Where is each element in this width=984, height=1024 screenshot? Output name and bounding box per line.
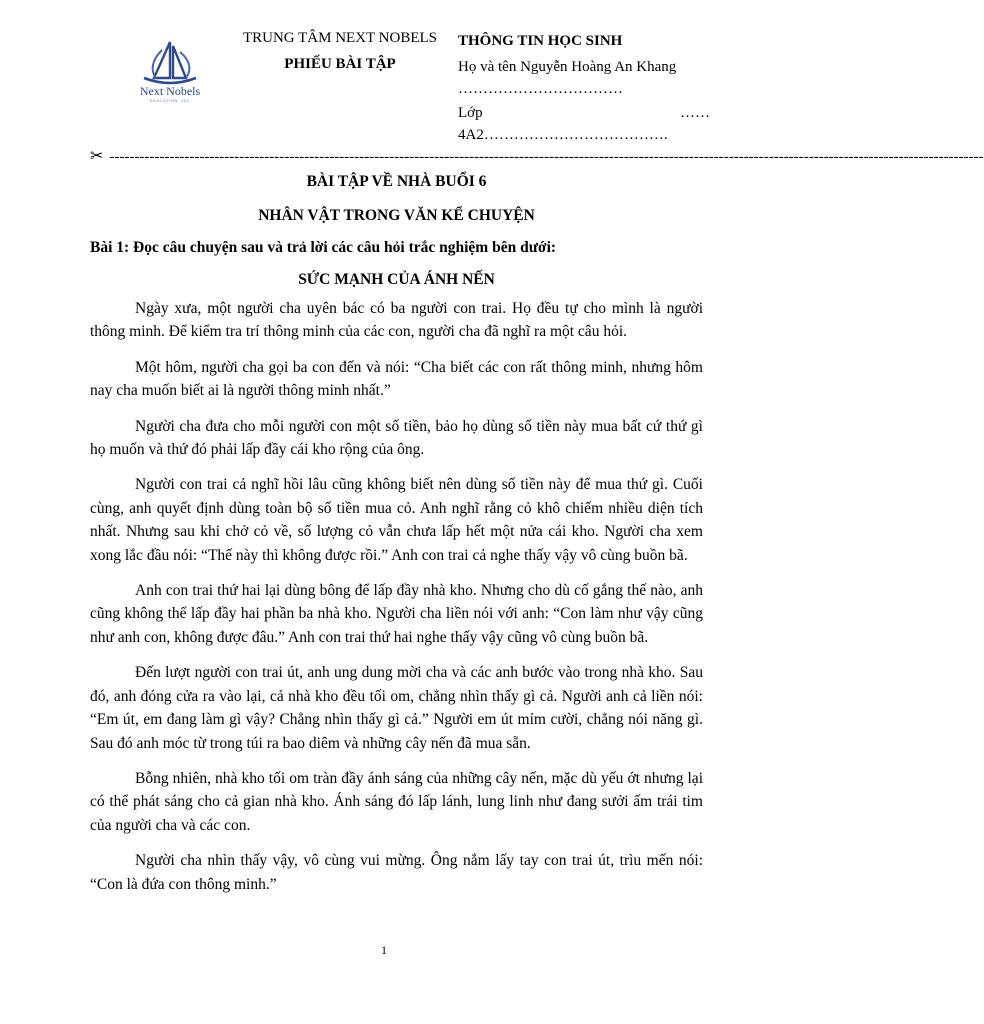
document-body [90,166,703,908]
cut-line [90,146,984,166]
exercise-heading: Bài 1: Đọc câu chuyện sau và trả lời các câu hỏi trắc nghiệm bên dưới: [90,239,557,256]
story-paragraph: Một hôm, người cha gọi ba con đến và nói: “Cha biết các con rất thông minh, nhưng hôm nay cha muốn biết ai là người thông minh nhất.” [90,358,703,400]
class-row [458,102,710,124]
class-value: 4A2………………………………. [458,127,668,143]
logo-text: Next Nobels [139,84,201,98]
sailboat-logo-icon [132,38,208,90]
homework-title: BÀI TẬP VỀ NHÀ BUỔI 6 [306,173,487,190]
student-name-line: Họ và tên Nguyễn Hoàng An Khang [458,59,677,75]
story-paragraph: Anh con trai thứ hai lại dùng bông để lấp đầy nhà kho. Nhưng cho dù cố gắng thế nào, anh cũng không thể lấp đầy hai phần ba nhà kho. Người cha liền nói với anh: “Con làm như vậy cũng như anh con, không được đâu.” Anh con trai thứ hai nghe thấy vậy cũng vô cùng buồn bã. [90,582,703,646]
page-number: 1 [381,943,387,957]
student-info-title: THÔNG TIN HỌC SINH [458,33,623,49]
header-center [240,30,440,73]
story-paragraph: Bỗng nhiên, nhà kho tối om tràn đầy ánh sáng của những cây nến, mặc dù yếu ớt nhưng lại có thể phát sáng cho cả gian nhà kho. Ánh sáng đó lấp lánh, lung linh như đang sưởi ấm trái tim của người cha và các con. [90,769,703,834]
dashed-line: ------------------------------------------------------------------------------------------------------------------------------------------------------------------------------- [109,149,984,165]
story-paragraph: Đến lượt người con trai út, anh ung dung mời cha và các anh bước vào trong nhà kho. Sau đó, anh đóng cửa ra vào lại, cả nhà kho đều tối om, chẳng nhìn thấy gì cả. Người anh cả liền nói: “Em út, em đang làm gì vậy? Chẳng nhìn thấy gì cả.” Người em út mỉm cười, chẳng nói năng gì. Sau đó anh móc từ trong túi ra bao diêm và những cây nến đã mua sẵn. [90,664,703,752]
story-paragraph: Người cha nhìn thấy vậy, vô cùng vui mừng. Ông nắm lấy tay con trai út, trìu mến nói: “Con là đứa con thông minh.” [90,852,703,893]
center-title: TRUNG TÂM NEXT NOBELS [242,30,438,46]
student-name-dots: …………………………… [458,81,623,97]
story-paragraph: Ngày xưa, một người cha uyên bác có ba người con trai. Họ đều tự cho mình là người thông minh. Để kiểm tra trí thông minh của các con, người cha đã nghĩ ra một câu hỏi. [90,300,703,341]
logo-subtext: EDUCATION, JSC [149,98,191,103]
class-label: Lớp [458,105,483,121]
class-dots: …… [680,105,710,121]
scissors-icon: ✂ [90,146,104,165]
lesson-title: NHÂN VẬT TRONG VĂN KỂ CHUYỆN [258,207,535,224]
story-title: SỨC MẠNH CỦA ÁNH NẾN [298,271,495,288]
student-info [458,30,710,146]
next-nobels-logo [132,38,208,106]
worksheet-label: PHIẾU BÀI TẬP [284,56,396,72]
story-paragraph: Người cha đưa cho mỗi người con một số tiền, bảo họ dùng số tiền này mua bất cứ thứ gì họ muốn và thứ đó phải lấp đầy cái kho rộng của ông. [90,417,703,459]
story-paragraph: Người con trai cả nghĩ hồi lâu cũng không biết nên dùng số tiền này để mua thứ gì. Cuối cùng, anh quyết định dùng toàn bộ số tiền mua cỏ. Anh nghĩ rằng cỏ khô chiếm nhiều diện tích nhất. Nhưng sau khi chở cỏ về, số lượng cỏ vẫn chưa lấp hết một nửa cái kho. Người cha xem xong lắc đầu nói: “Thế này thì không được rồi.” Anh con trai cả nghe thấy vậy vô cùng buồn bã. [90,476,703,564]
